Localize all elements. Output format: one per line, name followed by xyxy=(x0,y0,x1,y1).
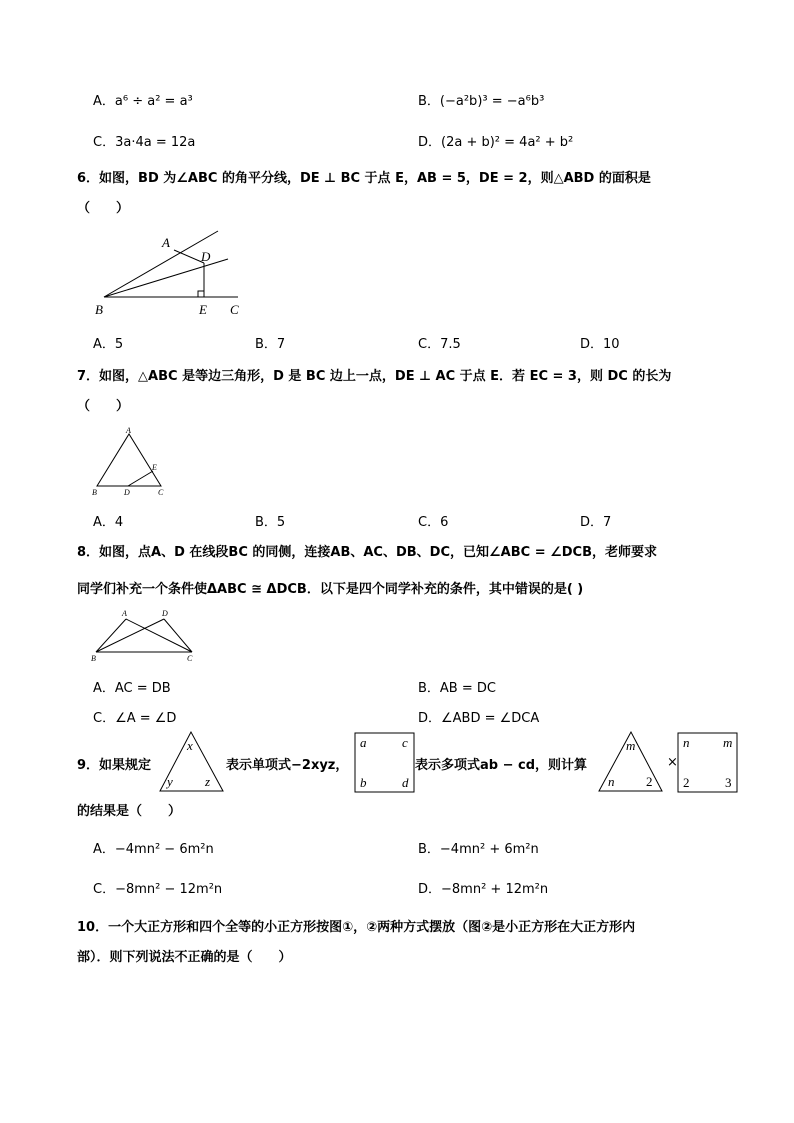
q6-line-bd xyxy=(104,259,228,297)
q6-option-c: C．7.5 xyxy=(418,337,461,352)
q8-segment-db xyxy=(96,619,164,652)
q7-segment-de xyxy=(128,471,153,486)
q9-sq1-tr: c xyxy=(402,735,408,750)
q8-option-a: A．AC = DB xyxy=(93,681,171,696)
q9-text2: 表示多项式ab − cd，则计算 xyxy=(415,758,588,773)
q9-times-sign: × xyxy=(667,755,678,770)
q5-option-d: D．(2a + b)² = 4a² + b² xyxy=(418,135,574,150)
q9-option-b: B．−4mn² + 6m²n xyxy=(418,842,539,857)
q8-stem-line1: 8．如图，点A、D 在线段BC 的同侧，连接AB、AC、DB、DC，已知∠ABC = ∠DCB，老师要求 xyxy=(77,545,658,560)
q9-sq1-tl: a xyxy=(360,735,367,750)
q7-label-b: B xyxy=(92,488,97,497)
q9-option-c: C．−8mn² − 12m²n xyxy=(93,882,223,897)
q6-blank: （ ） xyxy=(77,201,130,216)
q6-figure xyxy=(88,228,258,320)
q9-text1: 表示单项式−2xyz， xyxy=(226,758,349,773)
q5-option-b: B．(−a²b)³ = −a⁶b³ xyxy=(418,94,545,109)
q9-tri2-left: n xyxy=(608,774,615,789)
q9-tri1-top: x xyxy=(187,738,193,753)
q9-triangle-mn2 xyxy=(596,730,666,794)
q8-option-c: C．∠A = ∠D xyxy=(93,711,177,726)
q9-tri2-top: m xyxy=(626,738,636,753)
q6-label-e: E xyxy=(199,302,207,317)
q7-blank: （ ） xyxy=(77,399,130,414)
q9-tri2-right: 2 xyxy=(646,774,653,789)
q9-stem-line2: 的结果是（ ） xyxy=(77,804,182,819)
q6-segment-ad xyxy=(174,250,204,263)
q8-label-b: B xyxy=(91,654,96,663)
q7-option-d: D．7 xyxy=(580,515,612,530)
q9-tri1-left: y xyxy=(167,774,173,789)
q9-square-nm23 xyxy=(677,732,739,794)
q6-label-c: C xyxy=(230,302,239,317)
q7-stem: 7．如图，△ABC 是等边三角形，D 是 BC 边上一点，DE ⊥ AC 于点 E．若 EC = 3，则 DC 的长为 xyxy=(77,369,672,384)
q6-stem: 6．如图，BD 为∠ABC 的角平分线，DE ⊥ BC 于点 E，AB = 5，DE = 2，则△ABD 的面积是 xyxy=(77,171,651,186)
q10-stem-line2: 部）．则下列说法不正确的是（ ） xyxy=(77,950,292,965)
q9-sq2-bl: 2 xyxy=(683,775,690,790)
q8-stem-line2: 同学们补充一个条件使ΔABC ≅ ΔDCB．以下是四个同学补充的条件，其中错误的是( ) xyxy=(77,582,584,597)
q6-right-angle xyxy=(198,291,204,297)
q9-square-abcd xyxy=(354,732,416,794)
q7-label-e: E xyxy=(152,463,157,472)
q7-option-b: B．5 xyxy=(255,515,286,530)
q9-triangle-xyz xyxy=(157,730,227,794)
q9-option-d: D．−8mn² + 12m²n xyxy=(418,882,549,897)
q8-label-c: C xyxy=(187,654,193,663)
q9-option-a: A．−4mn² − 6m²n xyxy=(93,842,214,857)
q7-label-a: A xyxy=(126,426,131,435)
q8-segment-ac xyxy=(126,619,192,652)
q7-label-c: C xyxy=(158,488,164,497)
q9-sq1-br: d xyxy=(402,775,409,790)
q9-sq1-bl: b xyxy=(360,775,367,790)
q9-sq2-tl: n xyxy=(683,735,690,750)
q7-triangle-abc xyxy=(97,434,161,486)
q9-prefix: 9．如果规定 xyxy=(77,758,152,773)
q8-figure xyxy=(88,605,198,665)
q6-option-a: A．5 xyxy=(93,337,124,352)
q9-sq2-br: 3 xyxy=(725,775,732,790)
q9-sq2-tr: m xyxy=(723,735,733,750)
q8-option-d: D．∠ABD = ∠DCA xyxy=(418,711,540,726)
q5-option-a: A．a⁶ ÷ a² = a³ xyxy=(93,94,193,109)
q6-option-b: B．7 xyxy=(255,337,286,352)
q8-option-b: B．AB = DC xyxy=(418,681,496,696)
q7-figure xyxy=(88,424,178,500)
q8-segment-dc xyxy=(164,619,192,652)
q8-label-d: D xyxy=(162,609,168,618)
q8-label-a: A xyxy=(122,609,127,618)
q6-option-d: D．10 xyxy=(580,337,620,352)
q6-label-d: D xyxy=(201,249,211,264)
q7-option-a: A．4 xyxy=(93,515,124,530)
q7-option-c: C．6 xyxy=(418,515,449,530)
q5-option-c: C．3a·4a = 12a xyxy=(93,135,196,150)
q7-label-d: D xyxy=(124,488,130,497)
q6-label-a: A xyxy=(162,235,170,250)
q8-segment-ab xyxy=(96,619,126,652)
q9-tri1-right: z xyxy=(205,774,211,789)
q6-label-b: B xyxy=(95,302,103,317)
q10-stem-line1: 10．一个大正方形和四个全等的小正方形按图①，②两种方式摆放（图②是小正方形在大正方形内 xyxy=(77,920,636,935)
q6-line-ba xyxy=(104,231,218,297)
